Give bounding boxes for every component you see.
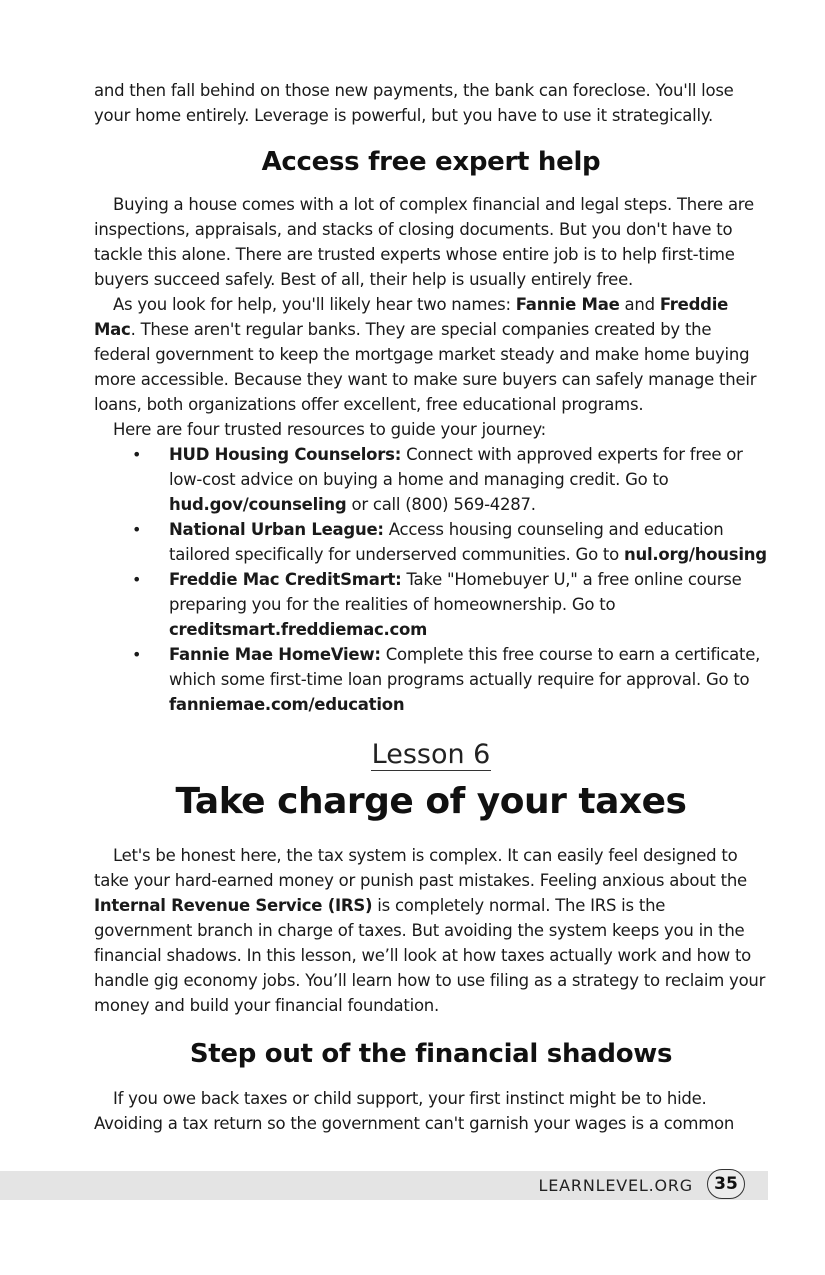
resource-text: Connect with approved experts for free or low-cost advice on buying a home and managing credit. Go to: [169, 445, 743, 489]
resource-link[interactable]: nul.org/housing: [623, 545, 767, 564]
bullet-icon: •: [132, 520, 142, 539]
irs-term: Internal Revenue Service (IRS): [94, 896, 373, 915]
text-span: is completely normal. The IRS is the government branch in charge of taxes. But avoiding the system keeps you in the financial shadows. In this lesson, we’ll look at how taxes actually work and how to handle gig economy jobs. You’ll learn how to use filing as a strategy to reclaim your money and build your financial foundation.: [94, 896, 766, 1015]
access-paragraph-2: [94, 292, 768, 417]
text-span: and: [619, 295, 660, 314]
resource-name: National Urban League:: [169, 520, 384, 539]
fannie-mae-term: Fannie Mae: [515, 295, 620, 314]
resource-after: or call (800) 569-4287.: [346, 495, 536, 514]
lesson-label-text: Lesson 6: [371, 739, 491, 770]
resource-text: Take "Homebuyer U," a free online course preparing you for the realities of homeownership. Go to: [169, 570, 742, 614]
access-paragraph-1: Buying a house comes with a lot of complex financial and legal steps. There are inspections, appraisals, and stacks of closing documents. But you don't have to tackle this alone. There are trusted experts whose entire job is to help first-time buyers succeed safely. Best of all, their help is usually entirely free.: [94, 195, 754, 289]
section-heading-financial-shadows: Step out of the financial shadows: [189, 1039, 673, 1069]
resource-text: Access housing counseling and education tailored specifically for underserved communities. Go to: [169, 520, 724, 564]
bullet-icon: •: [132, 645, 142, 664]
bullet-icon: •: [132, 570, 142, 589]
page-content: [94, 78, 768, 1136]
lesson-label: [94, 737, 768, 773]
freddie-mac-term: Freddie Mac: [94, 295, 729, 339]
page-number-badge: 35: [707, 1169, 745, 1199]
text-span: Let's be honest here, the tax system is complex. It can easily feel designed to take your hard-earned money or punish past mistakes. Feeling anxious about the: [94, 846, 747, 890]
resource-name: HUD Housing Counselors:: [169, 445, 402, 464]
resource-list: [94, 442, 768, 717]
list-item-creditsmart: [94, 567, 768, 642]
text-span: As you look for help, you'll likely hear two names:: [113, 295, 516, 314]
resource-name: Fannie Mae HomeView:: [169, 645, 381, 664]
list-item-urban-league: [94, 517, 768, 567]
bullet-icon: •: [132, 445, 142, 464]
list-item-homeview: [94, 642, 768, 717]
continued-paragraph: and then fall behind on those new payments, the bank can foreclose. You'll lose your home entirely. Leverage is powerful, but you have to use it strategically.: [94, 81, 734, 125]
list-item-hud: [94, 442, 768, 517]
resource-link[interactable]: hud.gov/counseling: [169, 495, 347, 514]
resource-name: Freddie Mac CreditSmart:: [169, 570, 402, 589]
access-paragraph-3: Here are four trusted resources to guide your journey:: [113, 420, 546, 439]
lesson-intro-paragraph: [94, 843, 768, 1018]
section-heading-access-help: Access free expert help: [261, 147, 601, 177]
text-span: . These aren't regular banks. They are special companies created by the federal government to keep the mortgage market steady and make home buying more accessible. Because they want to make sure buyers can safely manage their loans, both organizations offer excellent, free educational programs.: [94, 320, 757, 414]
resource-link[interactable]: creditsmart.freddiemac.com: [169, 620, 428, 639]
resource-link[interactable]: fanniemae.com/education: [169, 695, 405, 714]
footer-site-url[interactable]: LEARNLEVEL.ORG: [538, 1176, 693, 1195]
lesson-title: Take charge of your taxes: [175, 781, 687, 822]
resource-text: Complete this free course to earn a certificate, which some first-time loan programs actually require for approval. Go to: [169, 645, 761, 689]
shadows-paragraph-1: If you owe back taxes or child support, your first instinct might be to hide. Avoiding a tax return so the government can't garnish your wages is a common: [94, 1089, 735, 1133]
